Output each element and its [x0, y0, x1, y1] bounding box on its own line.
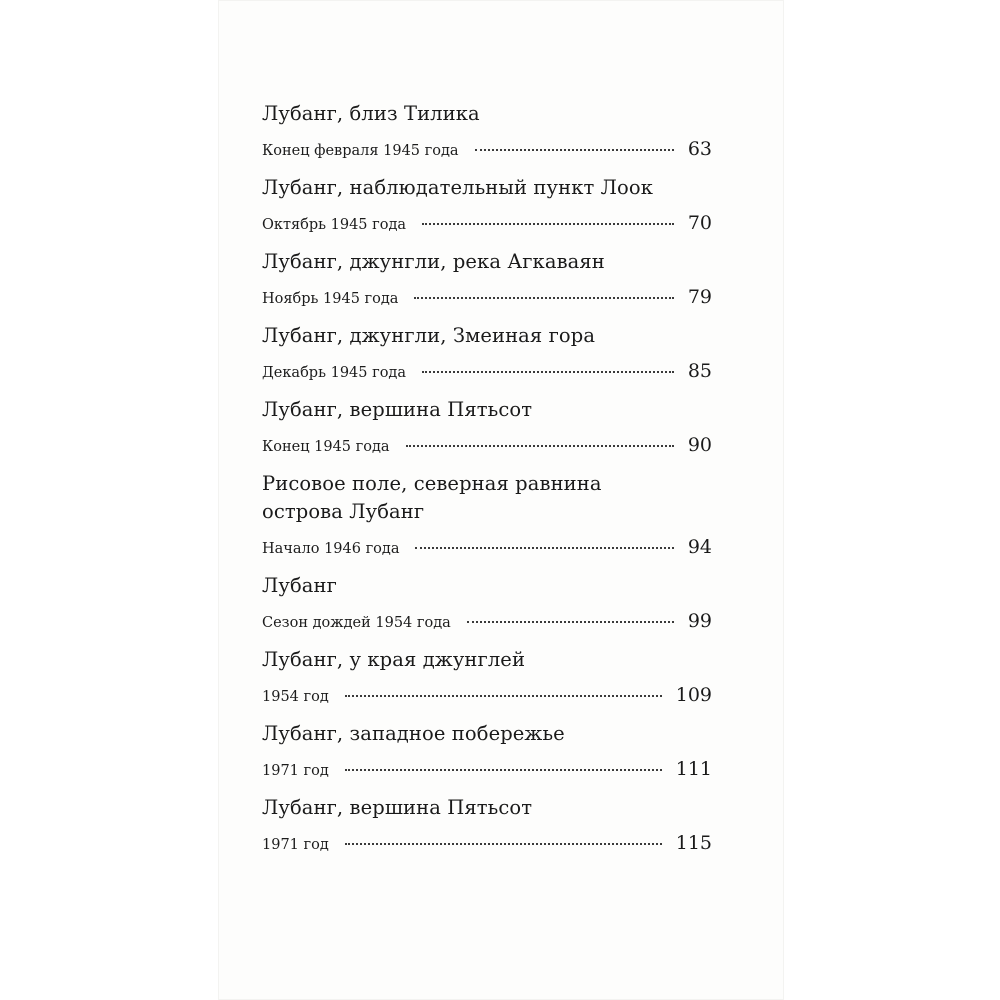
- toc-entry: [262, 248, 712, 309]
- dot-leader: [415, 547, 673, 549]
- entry-page-number: 63: [687, 138, 712, 160]
- entry-page-number: 109: [675, 684, 712, 706]
- entry-page-number: 115: [675, 832, 712, 854]
- toc-entry: [262, 646, 712, 707]
- entry-date: Начало 1946 года: [262, 541, 400, 557]
- toc-entry: [262, 720, 712, 781]
- entry-date: 1971 год: [262, 763, 329, 779]
- entry-title: Лубанг, вершина Пятьсот: [262, 398, 533, 421]
- entry-row: [262, 137, 712, 161]
- entry-date: 1971 год: [262, 837, 329, 853]
- entry-date: Сезон дождей 1954 года: [262, 615, 451, 631]
- entry-row: [262, 359, 712, 383]
- entry-title: Лубанг, вершина Пятьсот: [262, 796, 533, 819]
- dot-leader: [475, 149, 674, 151]
- entry-date: Декабрь 1945 года: [262, 365, 407, 381]
- toc-entry: [262, 396, 712, 457]
- dot-leader: [345, 769, 662, 771]
- entry-row: [262, 609, 712, 633]
- toc-entry: [262, 174, 712, 235]
- entry-page-number: 111: [675, 758, 712, 780]
- entry-row: [262, 757, 712, 781]
- dot-leader: [467, 621, 674, 623]
- dot-leader: [345, 843, 662, 845]
- dot-leader: [422, 223, 674, 225]
- dot-leader: [406, 445, 674, 447]
- entry-row: [262, 433, 712, 457]
- dot-leader: [422, 371, 674, 373]
- toc-entry: [262, 470, 712, 559]
- table-of-contents: [262, 100, 712, 868]
- entry-row: [262, 831, 712, 855]
- entry-title: Лубанг: [262, 574, 337, 597]
- entry-row: [262, 211, 712, 235]
- entry-row: [262, 285, 712, 309]
- entry-date: Октябрь 1945 года: [262, 217, 407, 233]
- entry-page-number: 90: [687, 434, 712, 456]
- entry-title: Лубанг, у края джунглей: [262, 648, 526, 671]
- entry-page-number: 99: [687, 610, 712, 632]
- entry-title: Лубанг, близ Тилика: [262, 102, 480, 125]
- toc-entry: [262, 322, 712, 383]
- entry-title: Лубанг, западное побережье: [262, 722, 565, 745]
- entry-date: 1954 год: [262, 689, 329, 705]
- toc-entry: [262, 100, 712, 161]
- entry-page-number: 94: [687, 536, 712, 558]
- entry-date: Конец 1945 года: [262, 439, 390, 455]
- entry-title: Лубанг, наблюдательный пункт Лоок: [262, 176, 654, 199]
- entry-row: [262, 683, 712, 707]
- entry-page-number: 70: [687, 212, 712, 234]
- entry-row: [262, 535, 712, 559]
- toc-entry: [262, 794, 712, 855]
- entry-title: Лубанг, джунгли, Змеиная гора: [262, 324, 596, 347]
- entry-title: Рисовое поле, северная равнина острова Лубанг: [262, 472, 602, 523]
- dot-leader: [414, 297, 673, 299]
- toc-entry: [262, 572, 712, 633]
- entry-date: Конец февраля 1945 года: [262, 143, 459, 159]
- entry-date: Ноябрь 1945 года: [262, 291, 399, 307]
- entry-page-number: 79: [687, 286, 712, 308]
- dot-leader: [345, 695, 662, 697]
- entry-page-number: 85: [687, 360, 712, 382]
- entry-title: Лубанг, джунгли, река Агкаваян: [262, 250, 605, 273]
